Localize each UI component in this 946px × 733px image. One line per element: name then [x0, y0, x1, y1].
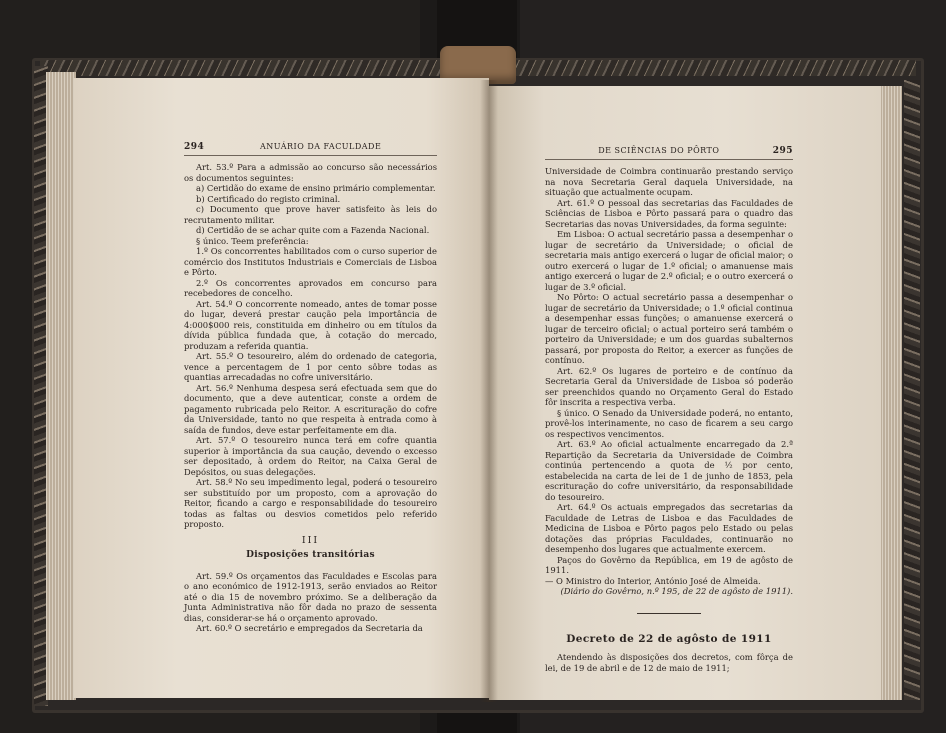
paragraph: 1.º Os concorrentes habilitados com o curso superior de comércio dos Institutos Industriais e Comerciais de Lisboa e Pôrto. [184, 246, 437, 277]
page-number-left: 294 [184, 142, 205, 152]
paragraph: Art. 62.º Os lugares de porteiro e de contínuo da Secretaria Geral da Universidade de Lisboa só poderão ser preenchidos quando no Orçamento Geral do Estado fôr inscrita a respectiva verba. [545, 365, 793, 407]
paragraph: Art. 60.º O secretário e empregados da Secretaria da [196, 623, 423, 633]
paragraph: Art. 63.º Ao oficial actualmente encarregado da 2.ª Repartição da Secretaria da Universidade de Coimbra continúa pertencendo a quota de ½ por cento, estabelecida na carta de lei de 1 de junho de 1853, pela escrituração do cofre universitário, da responsabilidade do tesoureiro. [545, 439, 793, 502]
marbled-cover-edge-right [904, 80, 920, 700]
paragraph: 2.º Os concorrentes aprovados em concurso para recebedores de concelho. [184, 277, 437, 298]
paragraph: a) Certidão do exame de ensino primário complementar. [196, 183, 436, 193]
running-head-right [545, 146, 793, 160]
left-page [74, 78, 489, 698]
paragraph: Em Lisboa: O actual secretário passa a desempenhar o lugar de secretário da Universidade; o oficial de secretaria mais antigo exercerá o lugar de oficial maior; o outro exercerá o lugar de 1.º oficial; o amanuense mais antigo exercerá o lugar de 2.º oficial; e o outro exercerá o lugar de 3.º oficial. [545, 229, 793, 292]
running-head-left [184, 142, 437, 156]
paragraph: Art. 58.º No seu impedimento legal, poderá o tesoureiro ser substituído por um proposto, com a aprovação do Reitor, ficando a cargo e responsabilidade do tesoureiro todas as faltas ou desvios cometidos pelo referido proposto. [184, 477, 437, 529]
paragraph: § único. O Senado da Universidade poderá, no entanto, provê-los interinamente, no caso de ficarem a seu cargo os respectivos vencimentos. [545, 407, 793, 439]
paragraph: Atendendo às disposições dos decretos, com fôrça de lei, de 19 de abril e de 12 de maio de 1911; [545, 652, 793, 673]
section-rule [637, 613, 701, 614]
running-head-title-right: DE SCIÊNCIAS DO PÔRTO [598, 146, 720, 155]
paragraph: Art. 54.º O concorrente nomeado, antes de tomar posse do lugar, deverá prestar caução pela importância de 4:000$000 reis, constituida em dinheiro ou em títulos da dívida pública fundada que, à cotação do mercado, produzam a referida quantia. [184, 298, 437, 351]
paragraph: Art. 57.º O tesoureiro nunca terá em cofre quantia superior à importância da sua caução, devendo o excesso ser depositado, à ordem do Reitor, na Caixa Geral de Depósitos, ou suas delegações. [184, 435, 437, 477]
section-title: Disposições transitórias [246, 550, 375, 560]
running-head-title-left: ANUÁRIO DA FACULDADE [259, 142, 382, 151]
paragraph: Art. 59.º Os orçamentos das Faculdades e Escolas para o ano económico de 1912-1913, serão enviados ao Reitor até o dia 15 de novembro próximo. Se a deliberação da Junta Administrativa não fôr dada no prazo de sessenta dias, considerar-se há o orçamento aprovado. [184, 570, 437, 623]
paragraph: Art. 55.º O tesoureiro, além do ordenado de categoria, vence a percentagem de 1 por cento sôbre todas as quantias arrecadadas no cofre universitário. [184, 351, 437, 382]
paragraph: § único. Teem preferência: [196, 235, 309, 246]
paragraph: Art. 64.º Os actuais empregados das secretarias da Faculdade de Letras de Lisboa e das Faculdades de Medicina de Lisboa e Pôrto pagos pelo Estado ou pelas dotações das próprias Faculdades, continuarão no desempenho dos lugares que actualmente exercem. [545, 502, 793, 554]
page-edges-right [880, 86, 902, 700]
section-numeral: III [301, 534, 320, 546]
paragraph: Paços do Govêrno da República, em 19 de agôsto de 1911. [545, 554, 793, 575]
paragraph: b) Certificado do registo criminal. [196, 193, 341, 204]
paragraph: — O Ministro do Interior, António José de Almeida. [545, 575, 761, 586]
decree-title: Decreto de 22 de agôsto de 1911 [566, 632, 772, 645]
paragraph: c) Documento que prove haver satisfeito às leis do recrutamento militar. [184, 204, 437, 225]
paragraph: d) Certidão de se achar quite com a Fazenda Nacional. [196, 225, 430, 235]
right-page [489, 86, 881, 700]
paragraph: Universidade de Coimbra continuarão prestando serviço na nova Secretaria Geral daquela Universidade, na situação que actualmente ocupam. [545, 166, 793, 197]
page-edges-left [46, 72, 76, 700]
book-gutter-shadow [480, 80, 498, 702]
paragraph: Art. 53.º Para a admissão ao concurso são necessários os documentos seguintes: [184, 162, 437, 183]
page-number-right: 295 [772, 146, 793, 156]
paragraph: No Pôrto: O actual secretário passa a desempenhar o lugar de secretário da Universidade; o 1.º oficial continua a desempenhar essas funções; o amanuense exercerá o lugar de terceiro oficial; o actual porteiro será também o porteiro da Universidade; e um dos guardas subalternos passará, por proposta do Reitor, a exercer as funções de contínuo. [545, 292, 793, 365]
left-page-body [184, 162, 437, 634]
right-page-body [545, 166, 793, 673]
dateline: (Diário do Govêrno, n.º 195, de 22 de agôsto de 1911). [560, 586, 793, 596]
paragraph: Art. 61.º O pessoal das secretarias das Faculdades de Sciências de Lisboa e Pôrto passará para o quadro das Secretarias das novas Universidades, da forma seguinte: [545, 197, 793, 229]
paragraph: Art. 56.º Nenhuma despesa será efectuada sem que do documento, que a deve autenticar, conste a ordem de pagamento rubricada pelo Reitor. A escrituração do cofre da Universidade, tanto no que respeita à entrada como à saída de fundos, deve estar perfeitamente em dia. [184, 382, 437, 435]
